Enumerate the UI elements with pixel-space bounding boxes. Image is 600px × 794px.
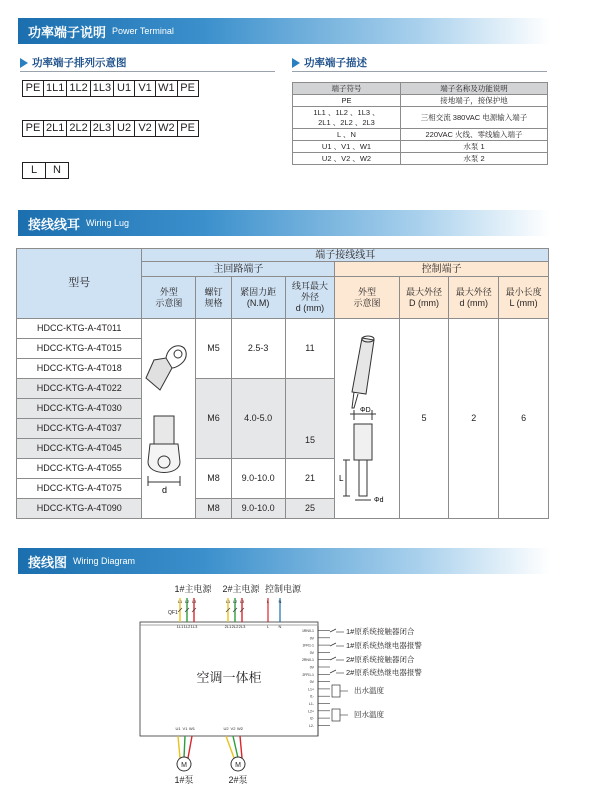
signal-terminal-label: L1- (308, 702, 314, 706)
pin-dim-D-label: ΦD (360, 407, 371, 414)
sensor-label: 回水温度 (354, 710, 384, 719)
screw-spec: M8 (196, 459, 231, 499)
ctrl-col-header: 最大外径 D (mm) (399, 277, 449, 319)
model-cell: HDCC-KTG-A-4T018 (17, 359, 142, 379)
output-terminal-label: W1 (189, 726, 195, 731)
pin-dim-d-label: Φd (374, 497, 384, 504)
model-cell: HDCC-KTG-A-4T037 (17, 419, 142, 439)
lug-max-diameter: 21 (285, 459, 335, 499)
ctrl-in-label: L (266, 624, 270, 629)
section-title-zh: 功率端子说明 (28, 24, 107, 40)
terminal-function: 三相交流 380VAC 电源输入端子 (401, 107, 548, 129)
model-cell: HDCC-KTG-A-4T015 (17, 339, 142, 359)
input-terminal-label: 2L2 (231, 624, 239, 629)
model-cell: HDCC-KTG-A-4T090 (17, 499, 142, 519)
terminal-symbol: 1L1 、1L2 、1L3 、 2L1 、2L2 、2L3 (293, 107, 401, 129)
output-terminal-label: U1 (175, 726, 181, 731)
ctrl-max-d: 2 (449, 319, 499, 519)
section-title-zh: 接线线耳 (28, 216, 81, 232)
phase-label: L2 (232, 599, 238, 604)
terminal-symbol: PE (293, 95, 401, 107)
signal-terminal-label: 0V (309, 650, 314, 655)
ctrl-term-label: L (266, 599, 270, 604)
signal-terminal-label: I1- (309, 694, 314, 699)
output-wire (188, 736, 192, 758)
input-terminal-label: 1L1 (176, 624, 184, 629)
subtitle-text: 功率端子描述 (304, 57, 367, 69)
control-terminal-header: 控制端子 (335, 262, 549, 277)
signal-terminal-label: 1RN0-1 (301, 629, 314, 633)
pin-dim-L-label: L (339, 474, 344, 483)
power2-label: 2#主电源 (222, 584, 260, 594)
terminal-cell: 2L2 (66, 120, 90, 137)
model-cell: HDCC-KTG-A-4T030 (17, 399, 142, 419)
motor-label: M (181, 762, 187, 769)
contact-icon (330, 629, 336, 632)
lug-top-header: 端子接线线耳 (142, 249, 549, 262)
ctrl-min-L: 6 (499, 319, 549, 519)
output-wire (184, 736, 185, 758)
main-col-header: 螺钉 规格 (196, 277, 231, 319)
model-cell: HDCC-KTG-A-4T055 (17, 459, 142, 479)
pump2-label: 2#泵 (228, 775, 248, 785)
phase-label: L1 (225, 599, 231, 604)
lug-max-diameter: 11 (285, 319, 335, 379)
section-title-en: Power Terminal (112, 26, 174, 36)
terminal-cell: 1L3 (90, 80, 114, 97)
section-title-zh: 接线图 (28, 554, 68, 570)
terminal-cell: U1 (113, 80, 135, 97)
terminal-cell: 2L3 (90, 120, 114, 137)
output-wire (240, 736, 242, 758)
terminal-function: 水泵 2 (401, 153, 548, 165)
terminal-cell: V1 (134, 80, 156, 97)
contact-icon (330, 643, 336, 646)
torque-value: 9.0-10.0 (231, 459, 285, 499)
ctrl-in-label: N (278, 624, 282, 629)
lug-max-diameter: 15 (285, 379, 335, 459)
output-terminal-label: U2 (223, 726, 229, 731)
ctrl-col-header: 最小长度 L (mm) (499, 277, 549, 319)
signal-terminal-label: 0V (309, 680, 314, 685)
phase-label: L2 (184, 599, 190, 604)
signal-label: 2#原系统接触器闭合 (346, 655, 415, 664)
model-header: 型号 (17, 249, 142, 319)
torque-value: 9.0-10.0 (231, 499, 285, 519)
ctrl-power-label: 控制电源 (264, 584, 302, 594)
section-title-en: Wiring Diagram (73, 556, 136, 566)
main-col-header: 紧固力距 (N.M) (231, 277, 285, 319)
phase-label: L3 (239, 599, 245, 604)
terminal-cell: 1L1 (43, 80, 67, 97)
model-cell: HDCC-KTG-A-4T075 (17, 479, 142, 499)
signal-terminal-label: L1+ (308, 687, 314, 692)
temp-sensor-icon (332, 709, 340, 721)
input-terminal-label: 1L2 (183, 624, 191, 629)
terminal-cell: W2 (155, 120, 178, 137)
main-col-header: 线耳最大 外径 d (mm) (285, 277, 335, 319)
pump1-label: 1#泵 (174, 775, 194, 785)
signal-terminal-label: I2- (309, 716, 314, 721)
terminal-cell: PE (177, 80, 199, 97)
phase-label: L3 (191, 599, 197, 604)
screw-spec: M6 (196, 379, 231, 459)
temp-sensor-icon (332, 685, 340, 697)
signal-label: 1#原系统热继电器报警 (346, 641, 422, 650)
sensor-label: 出水温度 (354, 686, 384, 695)
lug-dim-label: d (162, 485, 168, 495)
model-cell: HDCC-KTG-A-4T045 (17, 439, 142, 459)
output-wire (178, 736, 180, 758)
output-terminal-label: V1 (182, 726, 188, 731)
terminal-cell: W1 (155, 80, 178, 97)
motor-label: M (235, 762, 241, 769)
terminal-cell: L (22, 162, 46, 179)
main-circuit-header: 主回路端子 (142, 262, 335, 277)
output-wire (226, 736, 234, 758)
signal-terminal-label: 0V (309, 665, 314, 670)
screw-spec: M8 (196, 499, 231, 519)
terminal-cell: 1L2 (66, 80, 90, 97)
input-terminal-label: 1L3 (190, 624, 198, 629)
signal-terminal-label: L2+ (308, 709, 314, 714)
contact-icon (330, 657, 336, 660)
torque-value: 4.0-5.0 (231, 379, 285, 459)
terminal-cell: PE (22, 80, 44, 97)
desc-header-symbol: 端子符号 (293, 83, 401, 95)
output-terminal-label: W2 (237, 726, 243, 731)
terminal-cell: V2 (134, 120, 156, 137)
input-terminal-label: 2L1 (224, 624, 232, 629)
input-terminal-label: 2L3 (238, 624, 246, 629)
terminal-function: 水泵 1 (401, 141, 548, 153)
signal-terminal-label: 2RN0-1 (301, 658, 314, 663)
cabinet-label: 空调一体柜 (196, 670, 262, 685)
ctrl-col-header: 最大外径 d (mm) (449, 277, 499, 319)
screw-spec: M5 (196, 319, 231, 379)
terminal-cell: U2 (113, 120, 135, 137)
power1-label: 1#主电源 (174, 584, 212, 594)
terminal-cell: 2L1 (43, 120, 67, 137)
signal-terminal-label: 1FR1-1 (302, 643, 314, 648)
torque-value: 2.5-3 (231, 319, 285, 379)
desc-header-name: 端子名称及功能说明 (401, 83, 548, 95)
model-cell: HDCC-KTG-A-4T022 (17, 379, 142, 399)
terminal-symbol: L 、N (293, 129, 401, 141)
terminal-function: 220VAC 火线、零线输入端子 (401, 129, 548, 141)
terminal-symbol: U2 、V2 、W2 (293, 153, 401, 165)
phase-label: L1 (177, 599, 183, 604)
output-terminal-label: V2 (230, 726, 236, 731)
signal-label: 2#原系统热继电器报警 (346, 668, 422, 677)
terminal-cell: PE (22, 120, 44, 137)
signal-terminal-label: 0V (309, 636, 314, 641)
signal-label: 1#原系统接触器闭合 (346, 627, 415, 636)
lug-max-diameter: 25 (285, 499, 335, 519)
section-title-en: Wiring Lug (86, 218, 130, 228)
qf-label: QF1 (168, 610, 178, 616)
ctrl-col-header: 外型 示意图 (335, 277, 399, 319)
terminal-function: 接地端子，接保护地 (401, 95, 548, 107)
subtitle-text: 功率端子排列示意图 (32, 57, 127, 69)
terminal-cell: N (45, 162, 69, 179)
contact-icon (330, 670, 336, 673)
main-col-header: 外型 示意图 (142, 277, 196, 319)
signal-terminal-label: 2FR1-1 (302, 672, 314, 677)
ctrl-term-label: N (278, 599, 282, 604)
terminal-cell: PE (177, 120, 199, 137)
signal-terminal-label: L2- (308, 723, 314, 728)
output-wire (233, 736, 238, 758)
ctrl-max-D: 5 (399, 319, 449, 519)
terminal-symbol: U1 、V1 、W1 (293, 141, 401, 153)
model-cell: HDCC-KTG-A-4T011 (17, 319, 142, 339)
